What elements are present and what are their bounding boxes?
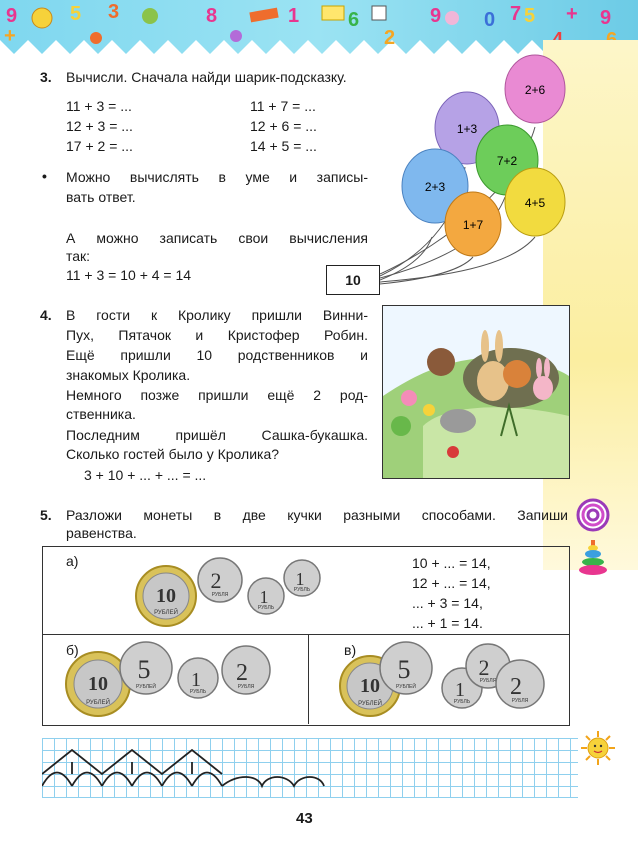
svg-text:2+6: 2+6 [524, 83, 546, 97]
svg-text:1: 1 [295, 569, 305, 589]
header-digit: 5 [70, 3, 82, 25]
svg-text:10: 10 [156, 585, 176, 607]
task3-note-line: вать ответ. [66, 189, 136, 205]
svg-text:5: 5 [137, 655, 151, 684]
task4-line: Последним пришёл Сашка-букашка. [66, 427, 368, 443]
coin-box-divider [42, 634, 570, 635]
rabbit-illustration [383, 306, 569, 478]
coin-2 [496, 660, 544, 708]
part-v-label: в) [344, 642, 357, 658]
pattern-grid [42, 738, 578, 798]
coins-v [334, 638, 554, 722]
coin-2 [222, 646, 270, 694]
svg-text:10: 10 [360, 675, 380, 697]
sun-icon [580, 730, 616, 766]
svg-text:2: 2 [210, 568, 222, 593]
svg-text:1: 1 [259, 587, 269, 607]
task5-number: 5. [40, 507, 52, 523]
coin-5 [380, 642, 432, 694]
page-number: 43 [296, 810, 313, 827]
svg-text:РУБЛЬ: РУБЛЬ [453, 699, 471, 705]
coins-a [130, 556, 330, 632]
coin-box-divider [308, 634, 309, 724]
svg-text:РУБЛЕЙ: РУБЛЕЙ [136, 684, 156, 690]
header-digit: 1 [288, 5, 300, 27]
header-digit: 3 [108, 1, 120, 23]
coin-2 [198, 558, 242, 602]
svg-text:1: 1 [455, 679, 465, 701]
part-a-label: а) [66, 553, 79, 569]
task4-line: Сколько гостей было у Кролика? [66, 446, 280, 462]
task3-equation: 11 + 3 = ... [66, 98, 132, 114]
svg-text:2: 2 [478, 655, 490, 680]
task4-line: ственника. [66, 406, 136, 422]
task5-line: Разложи монеты в две кучки разными способами. Запиши [66, 507, 568, 523]
header-digit: + [566, 3, 578, 25]
svg-text:РУБЛЯ: РУБЛЯ [237, 684, 255, 690]
task4-number: 4. [40, 307, 52, 323]
task4-line: знакомых Кролика. [66, 367, 191, 383]
svg-text:РУБЛЬ: РУБЛЬ [189, 689, 207, 695]
svg-text:РУБЛЕЙ: РУБЛЕЙ [154, 610, 178, 616]
svg-text:РУБЛЬ: РУБЛЬ [257, 605, 275, 611]
task3-instruction: Вычисли. Сначала найди шарик-подсказку. [66, 69, 347, 85]
spiral-icon [576, 498, 610, 532]
task3-equation: 12 + 6 = ... [250, 118, 317, 134]
header-digit: + [4, 25, 16, 47]
svg-text:РУБЛЯ: РУБЛЯ [479, 678, 497, 684]
coin-5 [120, 642, 172, 694]
pyramid-toy-icon [578, 540, 608, 578]
svg-text:РУБЛЯ: РУБЛЯ [211, 592, 229, 598]
svg-text:РУБЛЬ: РУБЛЬ [293, 587, 311, 593]
coins-b [60, 638, 290, 722]
svg-text:1+3: 1+3 [456, 122, 478, 136]
coin-10 [136, 566, 196, 626]
header-digit: 5 [524, 5, 536, 27]
task4-expression: 3 + 10 + ... + ... = ... [84, 467, 207, 483]
task3-alt-line: А можно записать свои вычисления [66, 230, 368, 246]
svg-text:10: 10 [88, 673, 108, 695]
task4-line: Ещё пришли 10 родственников и [66, 347, 368, 363]
svg-text:1+7: 1+7 [462, 218, 484, 232]
coin-1 [178, 658, 218, 698]
task3-example: 11 + 3 = 10 + 4 = 14 [66, 267, 192, 283]
svg-text:4+5: 4+5 [524, 196, 546, 210]
header-digit: 9 [600, 7, 612, 29]
balloons-illustration [370, 52, 570, 292]
task5-equation: ... + 3 = 14, [412, 595, 483, 611]
task3-equation: 14 + 5 = ... [250, 138, 317, 154]
header-digit: 2 [384, 27, 396, 49]
svg-text:РУБЛЕЙ: РУБЛЕЙ [86, 700, 110, 706]
task4-line: Немного позже пришли ещё 2 род- [66, 387, 368, 403]
task5-equation: ... + 1 = 14. [412, 615, 483, 631]
svg-text:РУБЛЕЙ: РУБЛЕЙ [396, 684, 416, 690]
pattern-sample [42, 750, 324, 786]
header-digit: 6 [348, 9, 360, 31]
rabbit-illustration-frame [382, 305, 570, 479]
header-digit: 7 [510, 3, 522, 25]
task5-line: равенства. [66, 525, 137, 541]
svg-text:РУБЛЕЙ: РУБЛЕЙ [358, 701, 382, 707]
task3-equation: 17 + 2 = ... [66, 138, 133, 154]
svg-text:2+3: 2+3 [424, 180, 446, 194]
coin-1 [248, 578, 284, 614]
svg-text:2: 2 [236, 660, 248, 686]
svg-text:2: 2 [510, 674, 522, 700]
task3-equation: 11 + 7 = ... [250, 98, 316, 114]
header-digit: 9 [430, 5, 442, 27]
task3-equation: 12 + 3 = ... [66, 118, 133, 134]
task3-note-line: Можно вычислять в уме и записы- [66, 169, 368, 185]
header-digit: 9 [6, 5, 18, 27]
task5-equation: 10 + ... = 14, [412, 555, 491, 571]
svg-text:РУБЛЯ: РУБЛЯ [511, 698, 529, 704]
balloon-2-plus-6 [505, 55, 565, 123]
task3-number: 3. [40, 69, 52, 85]
task4-line: Пух, Пятачок и Кристофер Робин. [66, 327, 368, 343]
task5-equation: 12 + ... = 14, [412, 575, 491, 591]
coin-1 [284, 560, 320, 596]
task3-alt-line: так: [66, 248, 91, 264]
header-digit: 0 [484, 9, 496, 31]
balloon-4-plus-5 [505, 168, 565, 236]
svg-text:1: 1 [191, 669, 201, 691]
part-b-label: б) [66, 642, 79, 658]
task4-line: В гости к Кролику пришли Винни- [66, 307, 368, 323]
balloon-1-plus-7 [445, 192, 501, 256]
task3-bullet: • [42, 168, 47, 184]
svg-text:7+2: 7+2 [496, 154, 518, 168]
header-digit: 8 [206, 5, 218, 27]
answer-box: 10 [326, 265, 380, 295]
svg-text:5: 5 [397, 655, 411, 684]
